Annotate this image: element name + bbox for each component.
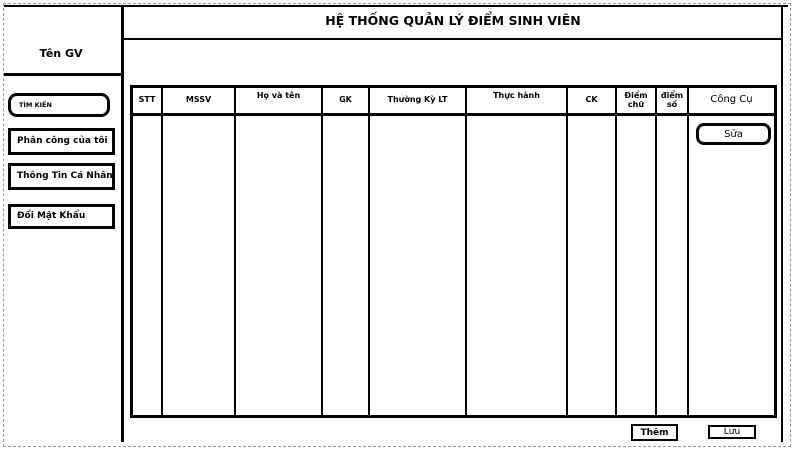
column-header-full-name: Họ và tên (256, 91, 301, 100)
column-divider (655, 88, 657, 415)
column-header-gk: GK (339, 95, 352, 105)
column-divider (234, 88, 236, 415)
column-divider (321, 88, 323, 415)
column-divider (615, 88, 617, 415)
right-border (781, 5, 783, 442)
column-divider (465, 88, 467, 415)
column-header-letter-grade: Điểm chữ (624, 91, 648, 109)
column-divider (687, 88, 689, 415)
column-header-ck: CK (585, 95, 598, 105)
sidebar-header-divider (4, 73, 124, 76)
column-divider (566, 88, 568, 415)
sidebar-item-personal-info[interactable]: Thông Tin Cá Nhân (8, 163, 115, 190)
column-header-tools: Công Cụ (710, 94, 753, 106)
column-divider (161, 88, 163, 415)
column-header-stt: STT (138, 95, 156, 105)
column-header-score: điểm số (660, 91, 684, 109)
grades-table (130, 85, 777, 418)
table-header-divider (133, 113, 774, 116)
column-divider (368, 88, 370, 415)
save-button[interactable]: Lưu (708, 425, 756, 439)
column-header-regular-lt: Thường Kỳ LT (387, 95, 448, 105)
sidebar-item-change-password[interactable]: Đổi Mật Khẩu (8, 204, 115, 229)
page-title: HỆ THỐNG QUẢN LÝ ĐIỂM SINH VIÊN (325, 13, 581, 28)
add-button[interactable]: Thêm (631, 424, 678, 441)
sidebar-divider (121, 5, 124, 442)
search-button[interactable]: TÌM KIẾN (8, 93, 110, 117)
header-divider (121, 38, 783, 40)
edit-button[interactable]: Sửa (696, 123, 771, 145)
column-header-practice: Thực hành (493, 91, 540, 100)
column-header-mssv: MSSV (185, 95, 212, 105)
teacher-name: Tên GV (39, 47, 83, 60)
sidebar-item-my-assignments[interactable]: Phân công của tôi (8, 128, 115, 155)
